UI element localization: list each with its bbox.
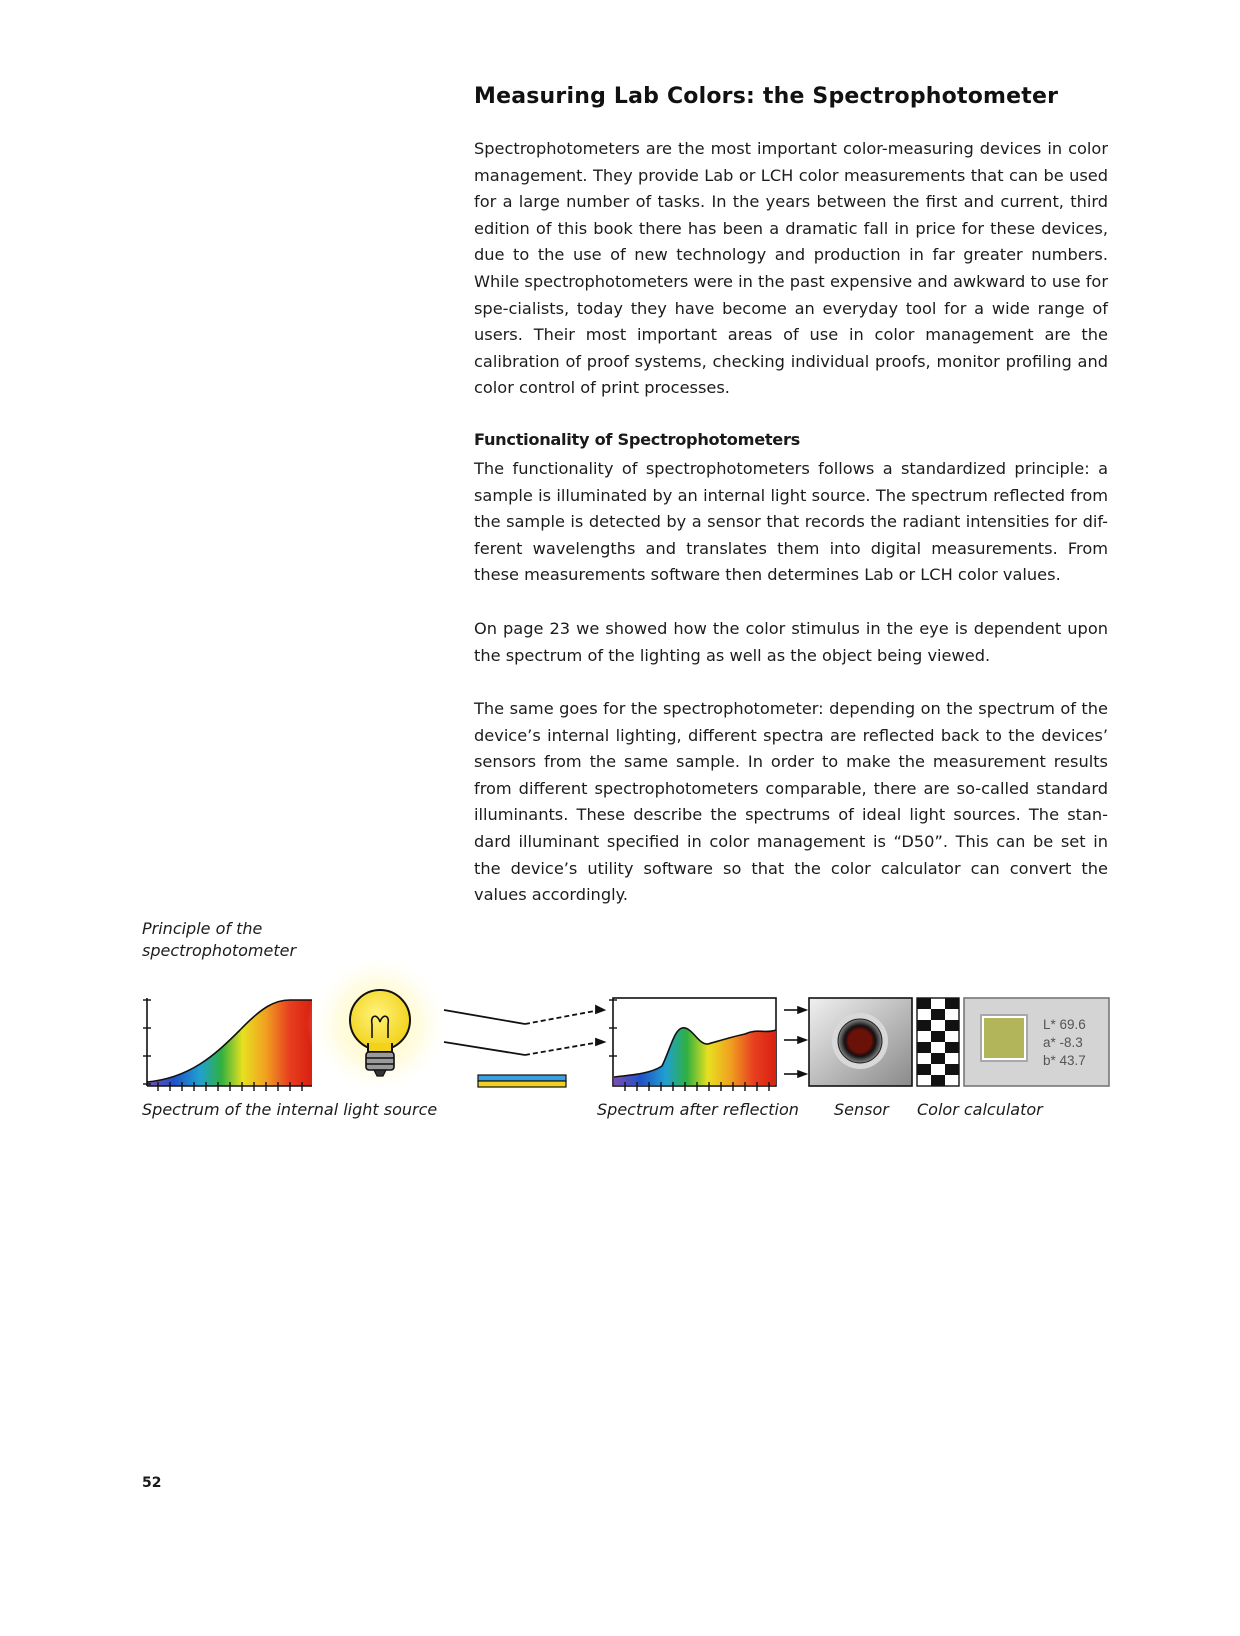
digital-data-pattern (917, 998, 959, 1086)
reflected-spectrum-graph (609, 998, 776, 1091)
caption-color-calculator: Color calculator (917, 1100, 1043, 1119)
sensor-icon (809, 998, 912, 1086)
caption-sensor: Sensor (834, 1100, 889, 1119)
page-title: Measuring Lab Colors: the Spectrophotometer (474, 84, 1059, 109)
color-stimulus-paragraph: On page 23 we showed how the color stimulus in the eye is dependent upon the spectrum of the lighting as well as the object being viewed. (474, 619, 1108, 665)
measured-color-swatch (983, 1017, 1025, 1059)
functionality-paragraph: The functionality of spectrophotometers follows a standardized principle: a sample is illuminated by an internal light source. The spectrum reflected from the sample is detected by a sensor that records the radiant intensities for dif-ferent wavelengths and translates them into digital measurements. From these measurements software then determines Lab or LCH color values. (474, 459, 1108, 585)
section-subheading: Functionality of Spectrophotometers (474, 430, 801, 449)
readout-a: a* -8.3 (1043, 1035, 1083, 1050)
readout-b: b* 43.7 (1043, 1053, 1086, 1068)
figure-caption: Principle of the spectrophotometer (142, 919, 297, 960)
page-number: 52 (142, 1475, 162, 1491)
color-calculator-panel (964, 998, 1109, 1086)
sample-strip (478, 1075, 566, 1087)
caption-reflected-spectrum: Spectrum after reflection (597, 1100, 799, 1119)
sensor-arrows (784, 1007, 806, 1077)
caption-source-spectrum: Spectrum of the internal light source (142, 1100, 438, 1119)
source-spectrum-graph (143, 998, 312, 1091)
intro-paragraph: Spectrophotometers are the most important color-measuring devices in color management. They provide Lab or LCH color measurements that can be used for a large number of tasks. In the years between the first and current, third edition of this book there has been a dramatic fall in price for these devices, due to the use of new technology and production in far greater numbers. While spectrophotometers were in the past expensive and awkward to use for spe-cialists, today they have become an everyday tool for a wide range of users. Their most important areas of use in color management are the calibration of proof systems, checking individual proofs, monitor profiling and color control of print processes. (474, 139, 1108, 398)
source-spectrum-area (147, 1000, 312, 1086)
standard-illuminant-paragraph: The same goes for the spectrophotometer: depending on the spectrum of the device’s internal lighting, different spectra are reflected back to the devices’ sensors from the same sample. In order to make the measurement results from different spectrophotometers comparable, there are so-called standard illuminants. These describe the spectrums of ideal light sources. The stan-dard illuminant specified in color management is “D50”. This can be set in the device’s utility software so that the color calculator can convert the values accordingly. (474, 699, 1108, 905)
light-rays (444, 1006, 604, 1055)
readout-l: L* 69.6 (1043, 1017, 1086, 1032)
light-bulb-icon (307, 952, 451, 1096)
